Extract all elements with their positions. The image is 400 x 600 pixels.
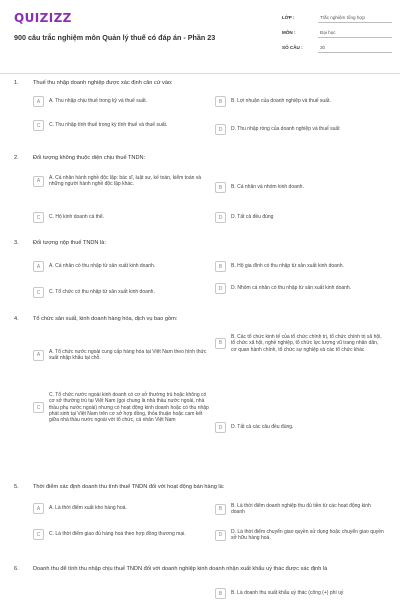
option-letter: B: [215, 182, 226, 193]
option-letter: D: [215, 212, 226, 223]
question-text: Đối tượng không thuộc diện chịu thuế TNDN:: [33, 155, 146, 161]
option-d[interactable]: [215, 124, 385, 135]
option-a[interactable]: [33, 349, 213, 362]
option-letter: B: [215, 261, 226, 272]
option-letter: C: [33, 287, 44, 298]
meta-count-label: SỐ CÂU :: [282, 45, 303, 50]
meta-subject-label: MÔN :: [282, 30, 296, 35]
option-letter: B: [215, 588, 226, 599]
option-text: A. Cá nhân có thu nhập từ sản xuất kinh doanh.: [49, 263, 156, 270]
question-number: 4.: [14, 316, 19, 322]
option-b[interactable]: [215, 503, 385, 516]
option-letter: D: [215, 422, 226, 433]
option-text: A. Là thời điểm xuất kho hàng hoá.: [49, 505, 127, 512]
option-c[interactable]: [33, 287, 213, 298]
option-text: C. Là thời điểm giao đủ hàng hoá theo hợp đồng thương mại.: [49, 531, 186, 538]
question-number: 6.: [14, 566, 19, 572]
option-letter: B: [215, 96, 226, 107]
option-letter: D: [215, 283, 226, 294]
question-number: 2.: [14, 155, 19, 161]
option-text: A. Thu nhập chịu thuế trong kỳ và thuế suất.: [49, 98, 148, 105]
option-c[interactable]: [33, 120, 213, 131]
option-letter: A: [33, 261, 44, 272]
option-text: C. Tổ chức nước ngoài kinh doanh có cơ sở thường trú hoặc không có cơ sở thường trú tại Việt Nam (gọi chung là nhà thầu nước ngoài, nhà thầu phụ nước ngoài) nhưng có hoạt động kinh doanh hoặc có thu nhập phát sinh tại Việt Nam trên cơ sở hợp đồng, thỏa thuận hoặc cam kết giữa nhà thầu nước ngoài với tổ chức, cá nhân Việt Nam: [49, 392, 209, 424]
option-text: D. Tất cả các câu đều đúng.: [231, 424, 294, 431]
option-text: B. Cá nhân và nhóm kinh doanh.: [231, 184, 304, 191]
option-text: B. Hộ gia đình có thu nhập từ sản xuất kinh doanh.: [231, 263, 344, 270]
option-letter: D: [215, 124, 226, 135]
question-text: Tổ chức sản xuất, kinh doanh hàng hóa, dịch vụ bao gồm:: [33, 316, 178, 322]
option-text: D. Nhóm cá nhân có thu nhập từ sản xuất kinh doanh.: [231, 285, 352, 292]
option-letter: C: [33, 402, 44, 413]
question-text: Đối tượng nộp thuế TNDN là:: [33, 240, 106, 246]
question-text: Thuế thu nhập doanh nghiệp được xác định căn cứ vào:: [33, 80, 173, 86]
meta-class-value: Trắc nghiệm tổng hợp: [318, 13, 392, 23]
option-letter: C: [33, 212, 44, 223]
worksheet-header: [0, 0, 400, 66]
option-letter: B: [215, 504, 226, 515]
option-text: C. Thu nhập tính thuế trong kỳ tính thuế và thuế suất.: [49, 122, 168, 129]
option-b[interactable]: [215, 261, 385, 272]
option-letter: B: [215, 338, 226, 349]
meta-class-row: [282, 10, 392, 25]
option-d[interactable]: [215, 529, 385, 542]
option-b[interactable]: [215, 96, 385, 107]
option-d[interactable]: [215, 422, 385, 433]
document-title: 900 câu trắc nghiệm môn Quản lý thuế có đáp án - Phần 23: [14, 33, 216, 42]
option-a[interactable]: [33, 96, 213, 107]
option-b[interactable]: [215, 588, 385, 599]
option-text: A. Tổ chức nước ngoài cung cấp hàng hóa tại Việt Nam theo hình thức xuất nhập khẩu tại chỗ.: [49, 349, 207, 362]
option-a[interactable]: [33, 261, 213, 272]
question-text: Thời điểm xác định doanh thu tính thuế TNDN đối với hoạt động bán hàng là:: [33, 484, 225, 490]
option-text: B. Là thời điểm doanh nghiệp thu đủ tiền từ các hoạt động kinh doanh: [231, 503, 371, 516]
meta-subject-value: Đại học: [318, 28, 392, 38]
option-text: B. Lợi nhuận của doanh nghiệp và thuế suất.: [231, 98, 331, 105]
meta-info: [282, 10, 392, 55]
option-a[interactable]: [33, 503, 213, 514]
header-divider: [0, 73, 400, 74]
option-text: A. Cá nhân hành nghề độc lập: bác sĩ, luật sư, kế toán, kiểm toán và những người hành nghề độc lập khác.: [49, 175, 202, 188]
option-text: D. Tất cả đều đúng: [231, 214, 274, 221]
option-letter: D: [215, 530, 226, 541]
option-letter: C: [33, 120, 44, 131]
option-b[interactable]: [215, 182, 385, 193]
option-text: C. Tổ chức có thu nhập từ sản xuất kinh doanh.: [49, 289, 155, 296]
question-number: 3.: [14, 240, 19, 246]
meta-count-value: 30: [318, 43, 392, 53]
option-text: D. Thu nhập ròng của doanh nghiệp và thuế suất: [231, 126, 340, 133]
option-letter: A: [33, 176, 44, 187]
meta-subject-row: [282, 25, 392, 40]
option-c[interactable]: [33, 529, 213, 540]
quizizz-logo: QUIZIZZ: [14, 11, 72, 25]
option-b[interactable]: [215, 334, 385, 353]
option-d[interactable]: [215, 283, 385, 294]
question-text: Doanh thu để tính thu nhập chịu thuế TNDN đối với doanh nghiệp kinh doanh nhận xuất khẩu uỷ thác được xác định là: [33, 566, 328, 572]
question-number: 5.: [14, 484, 19, 490]
option-letter: C: [33, 529, 44, 540]
meta-class-label: LỚP :: [282, 15, 295, 20]
option-letter: A: [33, 350, 44, 361]
option-letter: A: [33, 96, 44, 107]
option-text: C. Hộ kinh doanh cá thể.: [49, 214, 105, 221]
option-c[interactable]: [33, 212, 213, 223]
option-d[interactable]: [215, 212, 385, 223]
option-a[interactable]: [33, 175, 213, 188]
option-text: B. Các tổ chức kinh tế của tổ chức chính trị, tổ chức chính trị xã hội, tổ chức xã hội, nghề nghiệp, tổ chức lực lượng vũ trang nhân dân, cơ quan hành chính, tổ chức sự nghiệp và các tổ chức khác: [231, 334, 382, 353]
option-text: D. Là thời điểm chuyển giao quyền sử dụng hoặc chuyển giao quyền sở hữu hàng hoá.: [231, 529, 384, 542]
option-text: B. Là doanh thu xuất khẩu uỷ thác (công (+) phí uỷ: [231, 590, 344, 597]
option-letter: A: [33, 503, 44, 514]
meta-count-row: [282, 40, 392, 55]
question-number: 1.: [14, 80, 19, 86]
option-c[interactable]: [33, 392, 213, 423]
